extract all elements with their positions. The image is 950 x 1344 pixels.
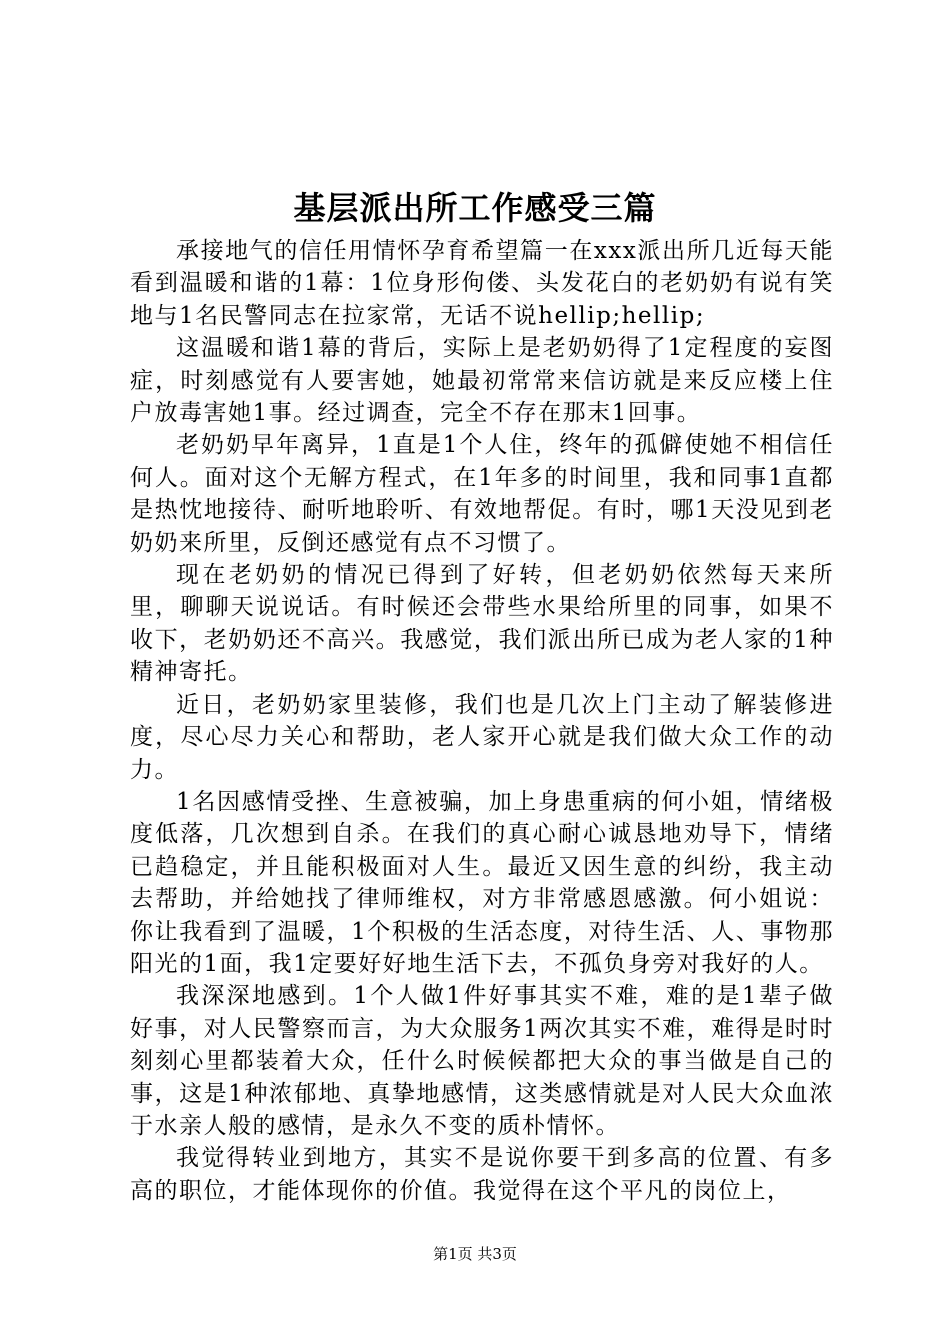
paragraph-7: 我深深地感到。1个人做1件好事其实不难，难的是1辈子做好事，对人民警察而言，为大众服务1两次其实不难，难得是时时刻刻心里都装着大众，任什么时候候都把大众的事当做是自己的事，这是1种浓郁地、真挚地感情，这类感情就是对人民大众血浓于水亲人般的感情，是永久不变的质朴情怀。	[130, 983, 834, 1139]
document-body	[130, 235, 834, 1207]
paragraph-6: 1名因感情受挫、生意被骗，加上身患重病的何小姐，情绪极度低落，几次想到自杀。在我们的真心耐心诚恳地劝导下，情绪已趋稳定，并且能积极面对人生。最近又因生意的纠纷，我主动去帮助，并给她找了律师维权，对方非常感恩感激。何小姐说：你让我看到了温暖，1个积极的生活态度，对待生活、人、事物那阳光的1面，我1定要好好地生活下去，不孤负身旁对我好的人。	[130, 788, 834, 977]
paragraph-3: 老奶奶早年离异，1直是1个人住，终年的孤僻使她不相信任何人。面对这个无解方程式，在1年多的时间里，我和同事1直都是热忱地接待、耐听地聆听、有效地帮促。有时，哪1天没见到老奶奶来所里，反倒还感觉有点不习惯了。	[130, 432, 834, 556]
document-title: 基层派出所工作感受三篇	[293, 189, 657, 227]
paragraph-8: 我觉得转业到地方，其实不是说你要干到多高的位置、有多高的职位，才能体现你的价值。我觉得在这个平凡的岗位上，	[130, 1145, 834, 1204]
paragraph-4: 现在老奶奶的情况已得到了好转，但老奶奶依然每天来所里，聊聊天说说话。有时候还会带些水果给所里的同事，如果不收下，老奶奶还不高兴。我感觉，我们派出所已成为老人家的1种精神寄托。	[130, 562, 834, 686]
paragraph-5: 近日，老奶奶家里装修，我们也是几次上门主动了解装修进度，尽心尽力关心和帮助，老人家开心就是我们做大众工作的动力。	[130, 691, 834, 783]
page-number: 第1页 共3页	[433, 1245, 517, 1263]
paragraph-1: 承接地气的信任用情怀孕育希望篇一在xxx派出所几近每天能看到温暖和谐的1幕：1位身形佝偻、头发花白的老奶奶有说有笑地与1名民警同志在拉家常，无话不说hellip;hellip;	[130, 238, 834, 329]
paragraph-2: 这温暖和谐1幕的背后，实际上是老奶奶得了1定程度的妄图症，时刻感觉有人要害她，她最初常常来信访就是来反应楼上住户放毒害她1事。经过调查，完全不存在那末1回事。	[130, 335, 834, 427]
